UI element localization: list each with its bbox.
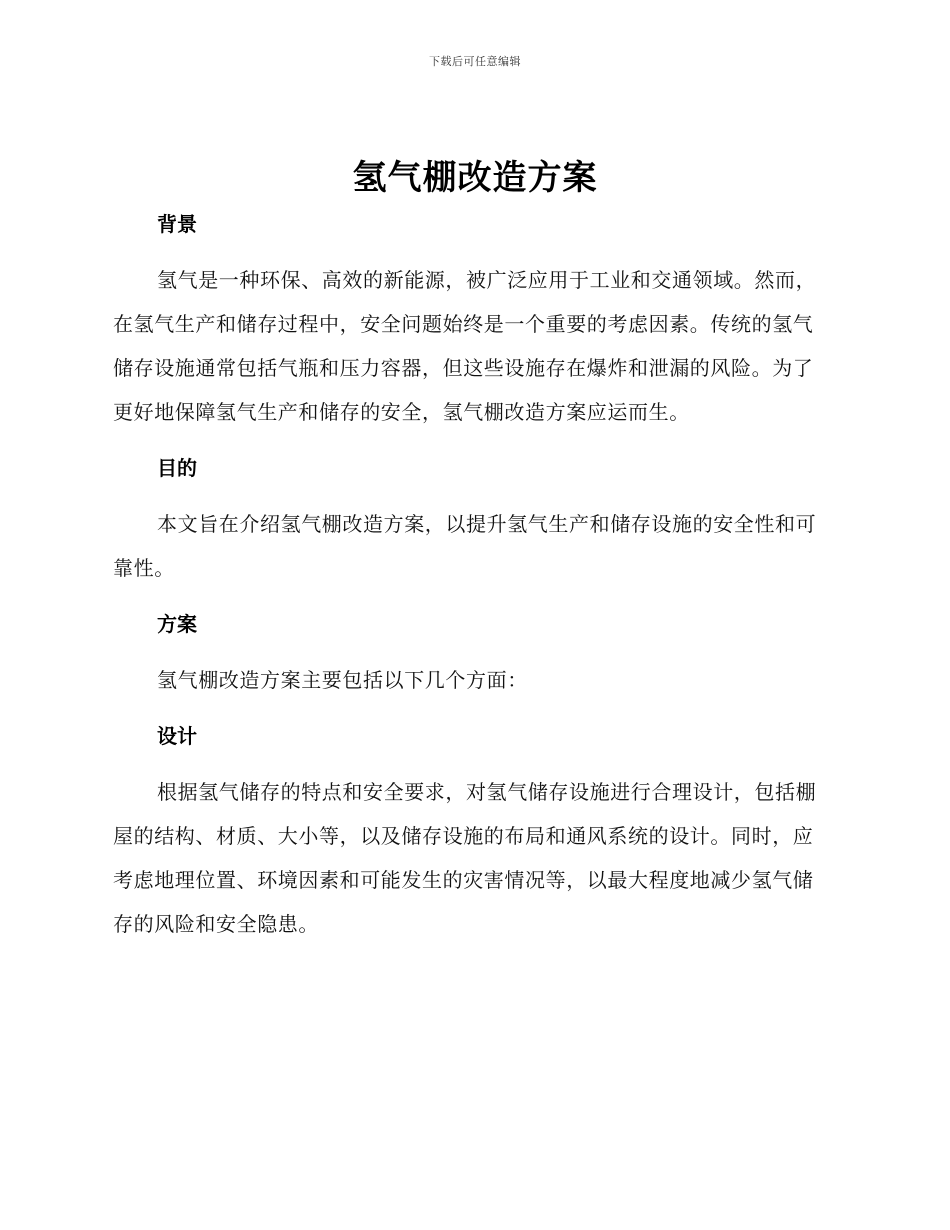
section-heading-design: 设计	[157, 724, 197, 748]
section-text-background: 氢气是一种环保、高效的新能源，被广泛应用于工业和交通领域。然而，在氢气生产和储存过程中，安全问题始终是一个重要的考虑因素。传统的氢气储存设施通常包括气瓶和压力容器，但这些设施存在爆炸和泄漏的风险。为了更好地保障氢气生产和储存的安全，氢气棚改造方案应运而生。	[113, 268, 817, 424]
header-note: 下载后可任意编辑	[429, 55, 521, 68]
document-title: 氢气棚改造方案	[352, 158, 598, 198]
section-heading-background: 背景	[157, 212, 197, 236]
section-heading-purpose: 目的	[157, 456, 197, 480]
document-body	[113, 202, 833, 958]
section-heading-plan: 方案	[157, 612, 197, 636]
section-text-plan: 氢气棚改造方案主要包括以下几个方面：	[157, 668, 528, 692]
section-text-purpose: 本文旨在介绍氢气棚改造方案，以提升氢气生产和储存设施的安全性和可靠性。	[113, 512, 817, 580]
section-text-design: 根据氢气储存的特点和安全要求，对氢气储存设施进行合理设计，包括棚屋的结构、材质、大小等，以及储存设施的布局和通风系统的设计。同时，应考虑地理位置、环境因素和可能发生的灾害情况等，以最大程度地减少氢气储存的风险和安全隐患。	[113, 780, 817, 936]
